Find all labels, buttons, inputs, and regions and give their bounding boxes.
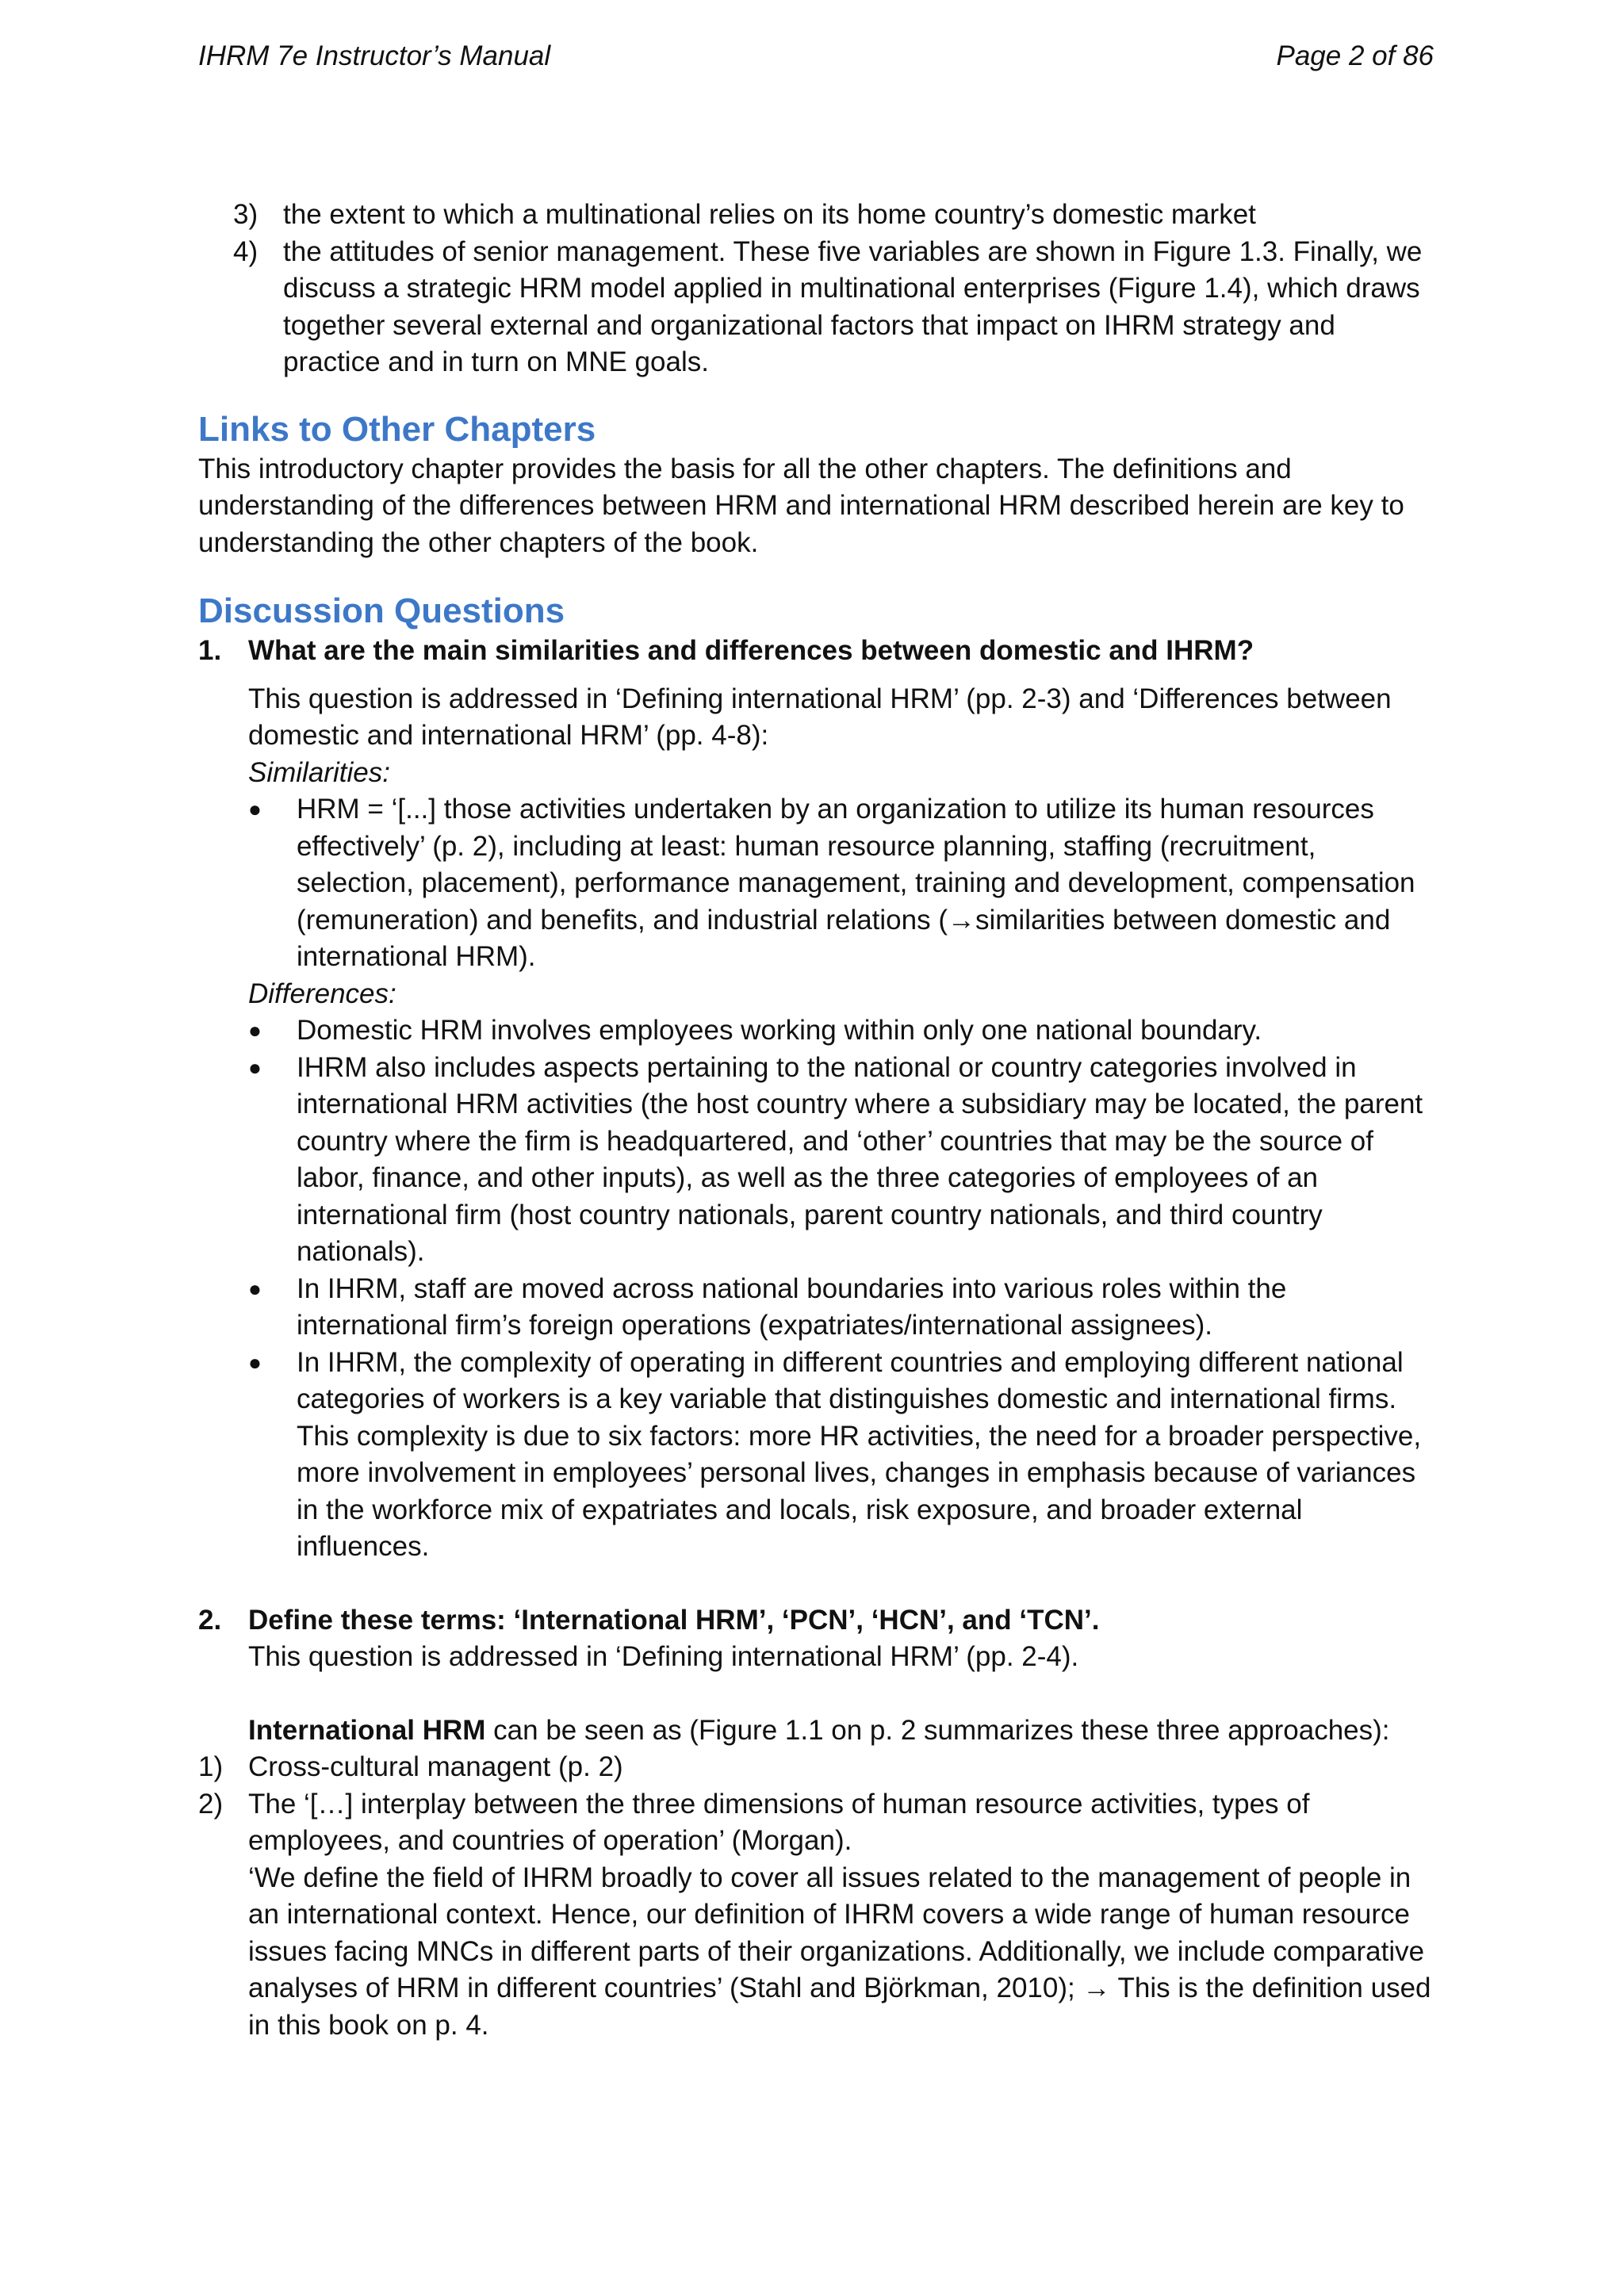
bullet-icon: ● <box>248 1018 262 1043</box>
document-body <box>198 197 1435 2044</box>
term-bold: International HRM <box>248 1714 486 1746</box>
links-paragraph: This introductory chapter provides the basis for all the other chapters. The definitions and understanding of the differences between HRM and international HRM described herein are key to understanding the other chapters of the book. <box>198 453 1404 558</box>
question-text: Define these terms: ‘International HRM’, ‘PCN’, ‘HCN’, and ‘TCN’. <box>248 1604 1100 1636</box>
spacer <box>198 1566 1435 1602</box>
bullet-text: Domestic HRM involves employees working within only one national boundary. <box>297 1015 1262 1046</box>
definition-number: 2) <box>198 1788 224 1820</box>
question-number: 2. <box>198 1604 222 1636</box>
list-number: 4) <box>233 235 259 267</box>
bullet-icon: ● <box>248 1276 262 1301</box>
definition-item <box>198 1786 1435 1860</box>
header-title: IHRM 7e Instructor’s Manual <box>198 40 551 71</box>
term-definition-lead <box>248 1712 1435 1750</box>
bullet-text: IHRM also includes aspects pertaining to the national or country categories involved in international HRM activities (the host country where a subsidiary may be located, the parent country where the firm is headquartered, and ‘other’ countries that may be the source of labor, finance, and other inputs), as well as the three categories of employees of an international firm (host country nationals, parent country nationals, and third country nationals). <box>297 1051 1423 1267</box>
bullet-item <box>248 1271 1435 1345</box>
bullet-text: In IHRM, staff are moved across national boundaries into various roles within the international firm’s foreign operations (expatriates/international assignees). <box>297 1272 1287 1341</box>
spacer <box>198 1676 1435 1712</box>
question-number: 1. <box>198 635 222 666</box>
list-text: the extent to which a multinational relies on its home country’s domestic market <box>283 199 1256 230</box>
list-item <box>233 197 1435 234</box>
definition-quote: ‘We define the field of IHRM broadly to cover all issues related to the management of people in an international context. Hence, our definition of IHRM covers a wide range of human resource issues facing MNCs in different parts of their organizations. Additionally, we include comparative analyses of HRM in different countries’ (Stahl and Björkman, 2010); → This is the definition used in this book on p. 4. <box>248 1862 1431 2041</box>
bullet-text: In IHRM, the complexity of operating in different countries and employing different national categories of workers is a key variable that distinguishes domestic and international firms. This complexity is due to six factors: more HR activities, the need for a broader perspective, more involvement in employees’ personal lives, changes in emphasis because of variances in the workforce mix of expatriates and locals, risk exposure, and broader external influences. <box>297 1346 1422 1562</box>
definition-text: Cross-cultural managent (p. 2) <box>248 1751 623 1782</box>
definition-text: The ‘[…] interplay between the three dimensions of human resource activities, types of employees, and countries of operation’ (Morgan). <box>248 1788 1310 1856</box>
header-page-number: Page 2 of 86 <box>1276 40 1434 71</box>
bullet-text: HRM = ‘[...] those activities undertaken by an organization to utilize its human resources effectively’ (p. 2), including at least: human resource planning, staffing (recruitment, selection, placement), performance management, training and development, compensation (remuneration) and benefits, and industrial relations (→similarities between domestic and international HRM). <box>297 794 1415 972</box>
bullet-icon: ● <box>248 1349 262 1375</box>
similarities-label: Similarities: <box>248 756 390 788</box>
term-rest: can be seen as (Figure 1.1 on p. 2 summarizes these three approaches): <box>485 1714 1390 1746</box>
differences-label: Differences: <box>248 978 396 1009</box>
answer-intro: This question is addressed in ‘Defining international HRM’ (pp. 2-4). <box>248 1641 1079 1672</box>
list-number: 3) <box>233 199 259 230</box>
bullet-item <box>248 791 1435 976</box>
bullet-icon: ● <box>248 1054 262 1080</box>
bullet-item <box>248 1345 1435 1566</box>
definition-item <box>198 1749 1435 1786</box>
definition-number: 1) <box>198 1751 224 1782</box>
question-2 <box>198 1602 1435 1640</box>
answer-intro: This question is addressed in ‘Defining international HRM’ (pp. 2-3) and ‘Differences between domestic and international HRM’ (pp. 4-8): <box>248 683 1392 751</box>
bullet-item <box>248 1050 1435 1271</box>
question-1 <box>198 633 1435 670</box>
links-heading: Links to Other Chapters <box>198 409 596 449</box>
discussion-heading: Discussion Questions <box>198 591 565 630</box>
bullet-icon: ● <box>248 797 262 821</box>
question-text: What are the main similarities and differences between domestic and IHRM? <box>248 635 1254 666</box>
bullet-item <box>248 1012 1435 1050</box>
list-text: the attitudes of senior management. These five variables are shown in Figure 1.3. Finally, we discuss a strategic HRM model applied in multinational enterprises (Figure 1.4), which draws together several external and organizational factors that impact on IHRM strategy and practice and in turn on MNE goals. <box>283 235 1423 377</box>
list-item <box>233 234 1435 381</box>
